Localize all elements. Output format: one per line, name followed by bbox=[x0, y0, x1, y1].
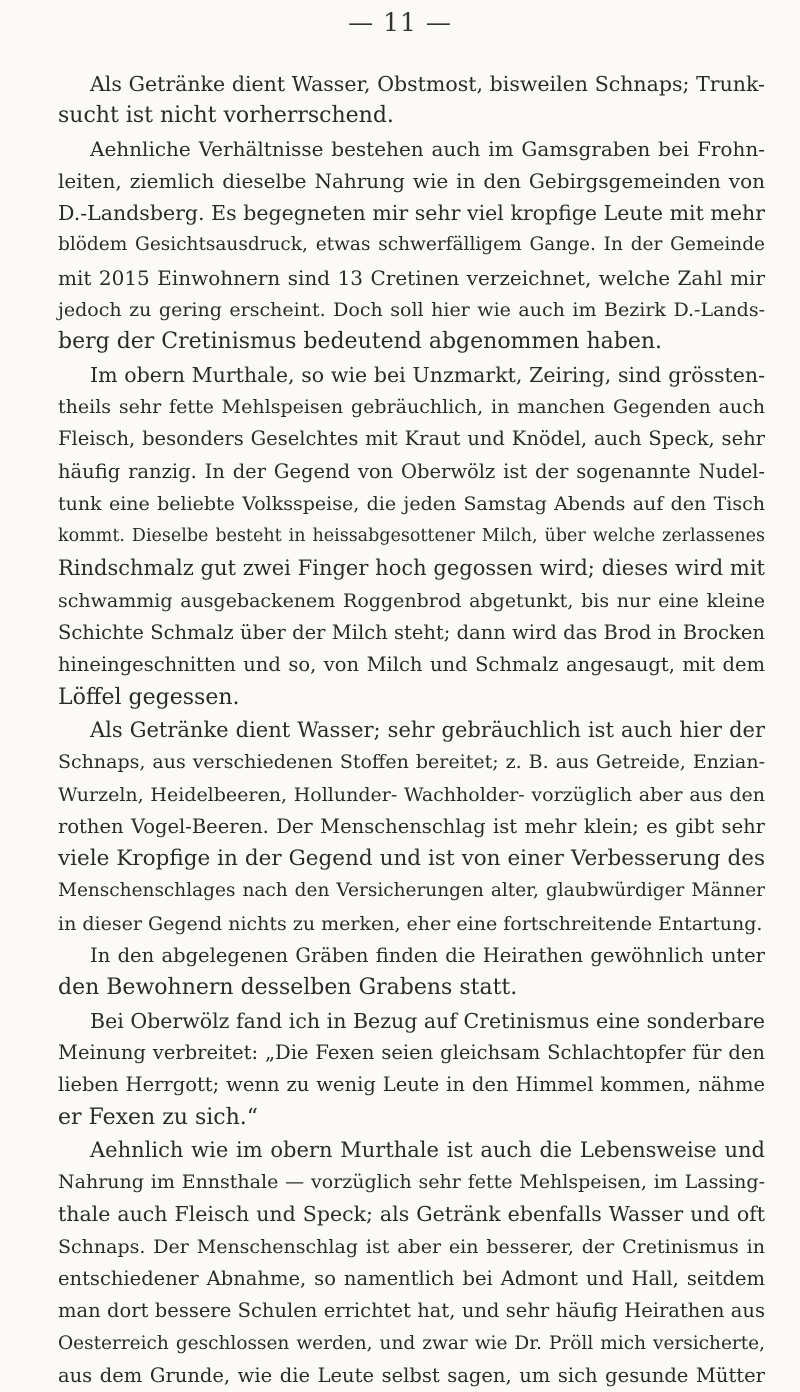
text-line: In den abgelegenen Gräben finden die Heirathen gewöhnlich unter bbox=[90, 944, 765, 968]
text-line: thale auch Fleisch und Speck; als Getränk ebenfalls Wasser und oft bbox=[58, 1202, 765, 1227]
text-line: Oesterreich geschlossen werden, und zwar wie Dr. Pröll mich versicherte, bbox=[58, 1332, 765, 1354]
text-line: leiten, ziemlich dieselbe Nahrung wie in den Gebirgsgemeinden von bbox=[58, 168, 765, 193]
text-line: blödem Gesichtsausdruck, etwas schwerfälligem Gange. In der Gemeinde bbox=[58, 234, 765, 256]
text-line: theils sehr fette Mehlspeisen gebräuchlich, in manchen Gegenden auch bbox=[58, 395, 765, 418]
text-line: Menschenschlages nach den Versicherungen alter, glaubwürdiger Männer bbox=[58, 880, 765, 902]
text-line: Im obern Murthale, so wie bei Unzmarkt, Zeiring, sind grössten- bbox=[90, 362, 765, 387]
text-line: Schnaps, aus verschiedenen Stoffen bereitet; z. B. aus Getreide, Enzian- bbox=[58, 751, 765, 774]
text-line: lieben Herrgott; wenn zu wenig Leute in den Himmel kommen, nähme bbox=[58, 1073, 765, 1097]
text-line: aus dem Grunde, wie die Leute selbst sagen, um sich gesunde Mütter bbox=[58, 1363, 765, 1387]
text-line: Bei Oberwölz fand ich in Bezug auf Cretinismus eine sonderbare bbox=[90, 1008, 765, 1033]
text-line: entschiedener Abnahme, so namentlich bei Admont und Hall, seitdem bbox=[58, 1266, 765, 1290]
text-line: berg der Cretinismus bedeutend abgenommen haben. bbox=[58, 329, 663, 355]
text-line: Als Getränke dient Wasser, Obstmost, bisweilen Schnaps; Trunk- bbox=[90, 72, 765, 96]
text-line: er Fexen zu sich.“ bbox=[58, 1104, 259, 1130]
text-line: tunk eine beliebte Volksspeise, die jeden Samstag Abends auf den Tisch bbox=[58, 492, 765, 515]
text-line: D.-Landsberg. Es begegneten mir sehr viel kropfige Leute mit mehr bbox=[58, 201, 765, 226]
text-line: mit 2015 Einwohnern sind 13 Cretinen verzeichnet, welche Zahl mir bbox=[58, 265, 765, 290]
text-line: Löffel gegessen. bbox=[58, 684, 240, 710]
text-line: rothen Vogel-Beeren. Der Menschenschlag ist mehr klein; es gibt sehr bbox=[58, 814, 765, 838]
text-line: Meinung verbreitet: „Die Fexen seien gleichsam Schlachtopfer für den bbox=[58, 1040, 765, 1064]
text-line: Nahrung im Ennsthale — vorzüglich sehr fette Mehlspeisen, im Lassing- bbox=[58, 1171, 765, 1194]
text-line: in dieser Gegend nichts zu merken, eher eine fortschreitende Entartung. bbox=[58, 912, 763, 935]
text-line: hineingeschnitten und so, von Milch und Schmalz angesaugt, mit dem bbox=[58, 653, 765, 677]
page-number: — 11 — bbox=[348, 8, 452, 37]
text-line: viele Kropfige in der Gegend und ist von einer Verbesserung des bbox=[58, 846, 765, 872]
text-line: Aehnlich wie im obern Murthale ist auch die Lebensweise und bbox=[90, 1137, 765, 1162]
text-line: Rindschmalz gut zwei Finger hoch gegossen wird; dieses wird mit bbox=[58, 556, 765, 581]
text-line: kommt. Dieselbe besteht in heissabgesottener Milch, über welche zerlassenes bbox=[58, 526, 765, 547]
body-text bbox=[58, 68, 765, 1392]
text-line: sucht ist nicht vorherrschend. bbox=[58, 103, 394, 129]
text-line: schwammig ausgebackenem Roggenbrod abgetunkt, bis nur eine kleine bbox=[58, 589, 765, 612]
text-line: Schnaps. Der Menschenschlag ist aber ein besserer, der Cretinismus in bbox=[58, 1235, 765, 1258]
text-line: Schichte Schmalz über der Milch steht; dann wird das Brod in Brocken bbox=[58, 621, 765, 645]
text-line: häufig ranzig. In der Gegend von Oberwölz ist der sogenannte Nudel- bbox=[58, 459, 765, 483]
text-line: jedoch zu gering erscheint. Doch soll hier wie auch im Bezirk D.-Lands- bbox=[58, 299, 765, 322]
text-line: den Bewohnern desselben Grabens statt. bbox=[58, 975, 518, 1001]
text-line: Wurzeln, Heidelbeeren, Hollunder- Wachholder- vorzüglich aber aus den bbox=[58, 783, 765, 806]
text-line: man dort bessere Schulen errichtet hat, und sehr häufig Heirathen aus bbox=[58, 1299, 765, 1323]
text-line: Aehnliche Verhältnisse bestehen auch im Gamsgraben bei Frohn- bbox=[90, 136, 765, 161]
text-line: Als Getränke dient Wasser; sehr gebräuchlich ist auch hier der bbox=[90, 717, 765, 742]
text-line: Fleisch, besonders Geselchtes mit Kraut und Knödel, auch Speck, sehr bbox=[58, 427, 765, 451]
